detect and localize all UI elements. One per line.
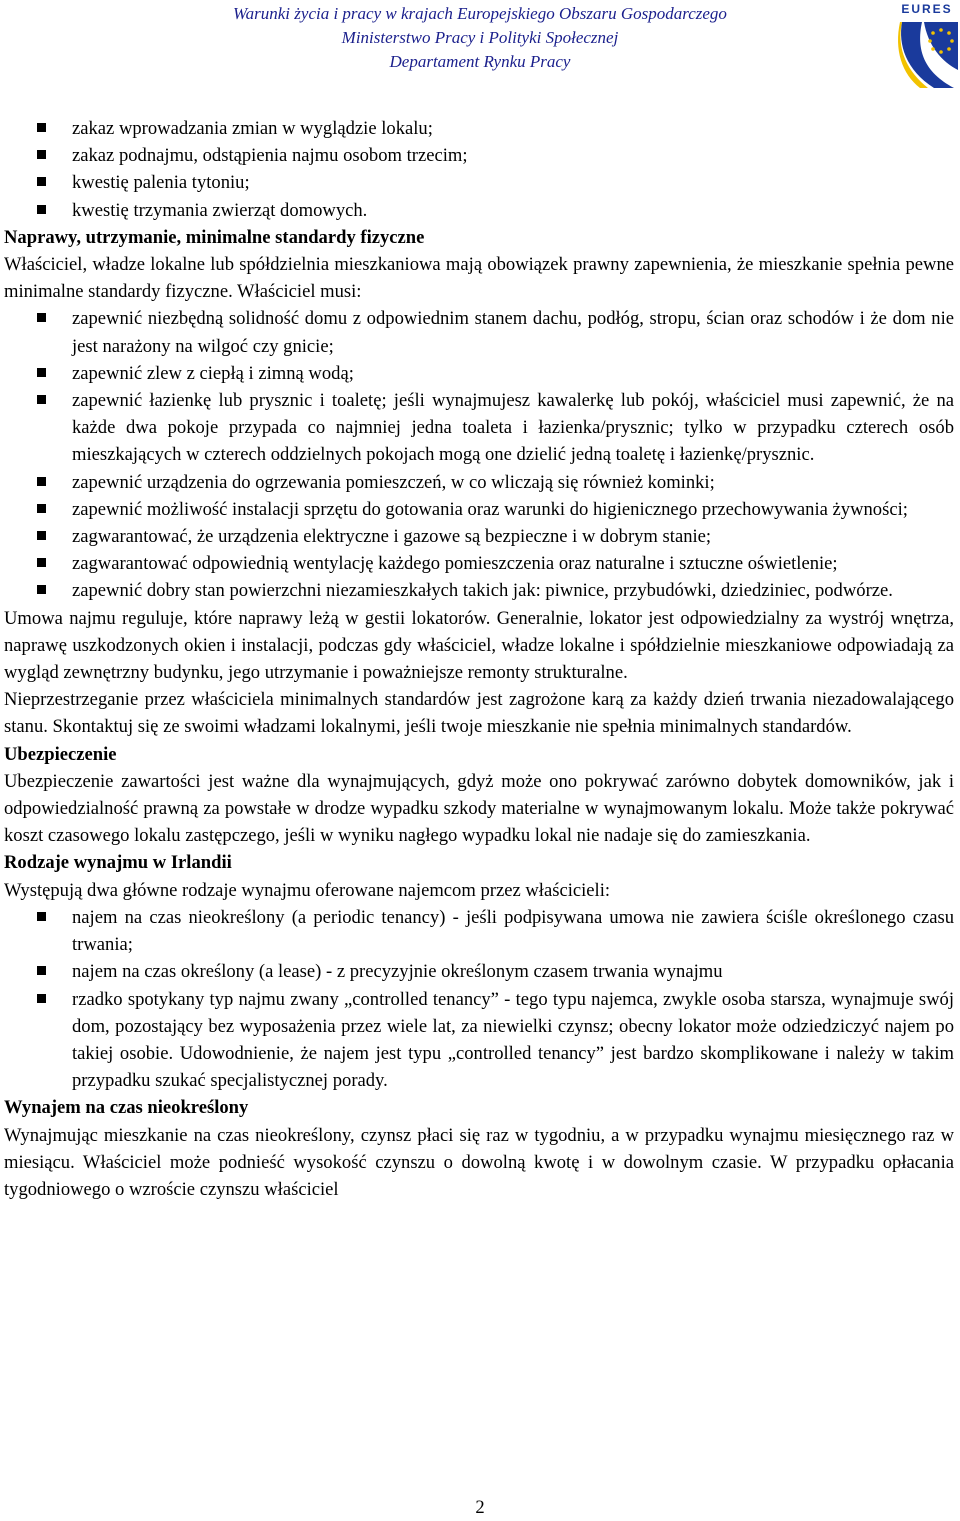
section-heading-insurance: Ubezpieczenie <box>4 743 117 765</box>
list-item: rzadko spotykany typ najmu zwany „controlled tenancy” - tego typu najemca, zwykle osoba starsza, wynajmuje swój dom, pozostający bez wyposażenia przez wiele lat, za niewielki czynsz; obecny lokator może odziedziczyć najem po takiej osobie. Udowodnienie, że najem jest typu „controlled tenancy” jest bardzo skomplikowane i należy w takim przypadku szukać specjalistycznej porady. <box>4 986 954 1095</box>
paragraph: Występują dwa główne rodzaje wynajmu oferowane najemcom przez właścicieli: <box>4 879 611 901</box>
header-line-2: Ministerstwo Pracy i Polityki Społecznej <box>341 28 619 47</box>
bullet-icon <box>37 585 46 594</box>
paragraph: Umowa najmu reguluje, które naprawy leżą w gestii lokatorów. Generalnie, lokator jest odpowiedzialny za wystrój wnętrza, naprawę uszkodzonych okien i instalacji, podczas gdy właściciel, władze lokalne i spółdzielnie mieszkaniowe odpowiadają za wygląd zewnętrzny budynku, jego utrzymanie i poważniejsze remonty strukturalne. <box>4 607 954 684</box>
paragraph: Wynajmując mieszkanie na czas nieokreślony, czynsz płaci się raz w tygodniu, a w przypadku wynajmu miesięcznego raz w miesiącu. Właściciel może podnieść wysokość czynszu o dowolną kwotę i w dowolnym czasie. W przypadku opłacania tygodniowego o wzroście czynszu właściciel <box>4 1124 954 1200</box>
bullet-icon <box>37 912 46 921</box>
section-heading-tenancy-types: Rodzaje wynajmu w Irlandii <box>4 852 232 874</box>
bullet-icon <box>37 994 46 1003</box>
paragraph: Ubezpieczenie zawartości jest ważne dla wynajmujących, gdyż może ono pokrywać zarówno dobytek domowników, jak i odpowiedzialność prawną za powstałe w drodze wypadku szkody materialne w wynajmowanym lokalu. Może także pokrywać koszt czasowego lokalu zastępczego, jeśli w wyniku nagłego wypadku lokal nie nadaje się do zamieszkania. <box>4 770 954 847</box>
header-line-3: Departament Rynku Pracy <box>389 52 571 71</box>
list-item: zagwarantować odpowiednią wentylację każdego pomieszczenia oraz naturalne i sztuczne oświetlenie; <box>4 550 954 577</box>
list-item: najem na czas określony (a lease) - z precyzyjnie określonym czasem trwania wynajmu <box>4 958 954 985</box>
page-number: 2 <box>475 1497 485 1518</box>
bullet-icon <box>37 477 46 486</box>
bullet-icon <box>37 368 46 377</box>
page-header <box>0 0 960 80</box>
bullet-icon <box>37 150 46 159</box>
header-line-1: Warunki życia i pracy w krajach Europejskiego Obszaru Gospodarczego <box>233 4 727 23</box>
eures-logo <box>894 0 960 92</box>
bullet-icon <box>37 966 46 975</box>
list-item: kwestię palenia tytoniu; <box>4 169 954 196</box>
bullet-icon <box>37 504 46 513</box>
list-item: zapewnić urządzenia do ogrzewania pomieszczeń, w co wliczają się również kominki; <box>4 469 954 496</box>
list-item: zapewnić dobry stan powierzchni niezamieszkałych takich jak: piwnice, przybudówki, dziedziniec, podwórze. <box>4 577 954 604</box>
bullet-icon <box>37 313 46 322</box>
tenancy-types-list <box>4 904 954 1094</box>
list-item: zagwarantować, że urządzenia elektryczne i gazowe są bezpieczne i w dobrym stanie; <box>4 523 954 550</box>
list-item: zapewnić łazienkę lub prysznic i toaletę; jeśli wynajmujesz kawalerkę lub pokój, właściciel musi zapewnić, że na każde dwa pokoje przypada co najmniej jedna toaleta i łazienka/prysznic; tylko w przypadku czterech osób mieszkających w czterech oddzielnych pokojach mogą one dzielić jedną toaletę i łazienkę/prysznic. <box>4 387 954 469</box>
paragraph: Nieprzestrzeganie przez właściciela minimalnych standardów jest zagrożone karą za każdy dzień trwania niezadowalającego stanu. Skontaktuj się ze swoimi władzami lokalnymi, jeśli twoje mieszkanie nie spełnia minimalnych standardów. <box>4 689 954 738</box>
header-text <box>0 2 960 74</box>
bullet-icon <box>37 177 46 186</box>
list-item: najem na czas nieokreślony (a periodic tenancy) - jeśli podpisywana umowa nie zawiera ściśle określonego czasu trwania; <box>4 904 954 958</box>
bullet-icon <box>37 531 46 540</box>
bullet-icon <box>37 123 46 132</box>
bullet-icon <box>37 395 46 404</box>
list-item: zapewnić możliwość instalacji sprzętu do gotowania oraz warunki do higienicznego przechowywania żywności; <box>4 496 954 523</box>
list-item: zapewnić niezbędną solidność domu z odpowiednim stanem dachu, podłóg, stropu, ścian oraz schodów i że dom nie jest narażony na wilgoć czy gnicie; <box>4 305 954 359</box>
document-body <box>4 115 954 1203</box>
section-heading-repairs: Naprawy, utrzymanie, minimalne standardy fizyczne <box>4 226 425 248</box>
bullet-icon <box>37 205 46 214</box>
bullet-icon <box>37 558 46 567</box>
paragraph: Właściciel, władze lokalne lub spółdzielnia mieszkaniowa mają obowiązek prawny zapewnienia, że mieszkanie spełnia pewne minimalne standardy fizyczne. Właściciel musi: <box>4 254 954 303</box>
section-heading-periodic-tenancy: Wynajem na czas nieokreślony <box>4 1097 249 1119</box>
list-item: zakaz podnajmu, odstąpienia najmu osobom trzecim; <box>4 142 954 169</box>
landlord-obligations-list <box>4 305 954 604</box>
restrictions-list <box>4 115 954 224</box>
list-item: zapewnić zlew z ciepłą i zimną wodą; <box>4 360 954 387</box>
svg-text:EURES: EURES <box>901 2 953 16</box>
list-item: kwestię trzymania zwierząt domowych. <box>4 197 954 224</box>
list-item: zakaz wprowadzania zmian w wyglądzie lokalu; <box>4 115 954 142</box>
